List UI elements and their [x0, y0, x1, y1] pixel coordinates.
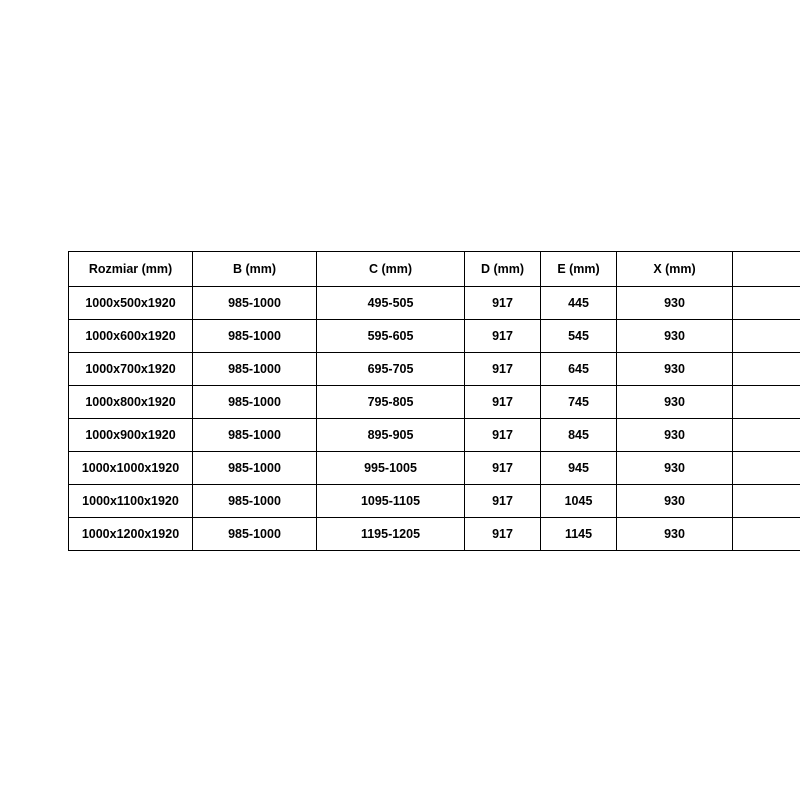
- cell-d: 917: [465, 353, 541, 386]
- table-row: [69, 485, 800, 518]
- cell-d: 917: [465, 485, 541, 518]
- cell-d: 917: [465, 518, 541, 551]
- cell-rozmiar: 1000x700x1920: [69, 353, 193, 386]
- cell-overflow: [733, 386, 800, 419]
- cell-x: 930: [617, 353, 733, 386]
- cell-x: 930: [617, 386, 733, 419]
- table-row: [69, 419, 800, 452]
- cell-overflow: [733, 518, 800, 551]
- cell-overflow: [733, 320, 800, 353]
- cell-b: 985-1000: [193, 518, 317, 551]
- cell-b: 985-1000: [193, 485, 317, 518]
- column-header-e: E (mm): [541, 252, 617, 287]
- cell-c: 995-1005: [317, 452, 465, 485]
- column-header-x: X (mm): [617, 252, 733, 287]
- table-row: [69, 518, 800, 551]
- table-row: [69, 353, 800, 386]
- cell-e: 845: [541, 419, 617, 452]
- column-header-b: B (mm): [193, 252, 317, 287]
- cell-overflow: [733, 353, 800, 386]
- cell-x: 930: [617, 485, 733, 518]
- cell-b: 985-1000: [193, 353, 317, 386]
- specification-table: [68, 251, 800, 551]
- column-header-overflow: [733, 252, 800, 287]
- cell-b: 985-1000: [193, 452, 317, 485]
- cell-d: 917: [465, 320, 541, 353]
- cell-x: 930: [617, 518, 733, 551]
- cell-rozmiar: 1000x600x1920: [69, 320, 193, 353]
- cell-overflow: [733, 452, 800, 485]
- cell-rozmiar: 1000x1000x1920: [69, 452, 193, 485]
- cell-c: 1195-1205: [317, 518, 465, 551]
- cell-d: 917: [465, 452, 541, 485]
- table-row: [69, 452, 800, 485]
- cell-c: 495-505: [317, 287, 465, 320]
- cell-e: 745: [541, 386, 617, 419]
- cell-overflow: [733, 287, 800, 320]
- table-header-row: [69, 252, 800, 287]
- cell-x: 930: [617, 452, 733, 485]
- column-header-d: D (mm): [465, 252, 541, 287]
- cell-e: 445: [541, 287, 617, 320]
- cell-rozmiar: 1000x500x1920: [69, 287, 193, 320]
- cell-d: 917: [465, 419, 541, 452]
- table-row: [69, 287, 800, 320]
- cell-c: 895-905: [317, 419, 465, 452]
- cell-e: 645: [541, 353, 617, 386]
- cell-x: 930: [617, 419, 733, 452]
- cell-c: 695-705: [317, 353, 465, 386]
- column-header-rozmiar: Rozmiar (mm): [69, 252, 193, 287]
- cell-c: 1095-1105: [317, 485, 465, 518]
- cell-e: 1045: [541, 485, 617, 518]
- cell-x: 930: [617, 287, 733, 320]
- table-header: [69, 252, 800, 287]
- column-header-c: C (mm): [317, 252, 465, 287]
- cell-b: 985-1000: [193, 287, 317, 320]
- table-row: [69, 320, 800, 353]
- cell-overflow: [733, 419, 800, 452]
- table-body: [69, 287, 800, 551]
- cell-b: 985-1000: [193, 386, 317, 419]
- table-row: [69, 386, 800, 419]
- specification-table-wrapper: [68, 251, 800, 551]
- cell-rozmiar: 1000x900x1920: [69, 419, 193, 452]
- cell-b: 985-1000: [193, 419, 317, 452]
- cell-rozmiar: 1000x1100x1920: [69, 485, 193, 518]
- cell-rozmiar: 1000x1200x1920: [69, 518, 193, 551]
- cell-d: 917: [465, 287, 541, 320]
- cell-x: 930: [617, 320, 733, 353]
- cell-e: 545: [541, 320, 617, 353]
- cell-rozmiar: 1000x800x1920: [69, 386, 193, 419]
- cell-b: 985-1000: [193, 320, 317, 353]
- cell-c: 595-605: [317, 320, 465, 353]
- cell-e: 945: [541, 452, 617, 485]
- cell-e: 1145: [541, 518, 617, 551]
- cell-overflow: [733, 485, 800, 518]
- cell-c: 795-805: [317, 386, 465, 419]
- cell-d: 917: [465, 386, 541, 419]
